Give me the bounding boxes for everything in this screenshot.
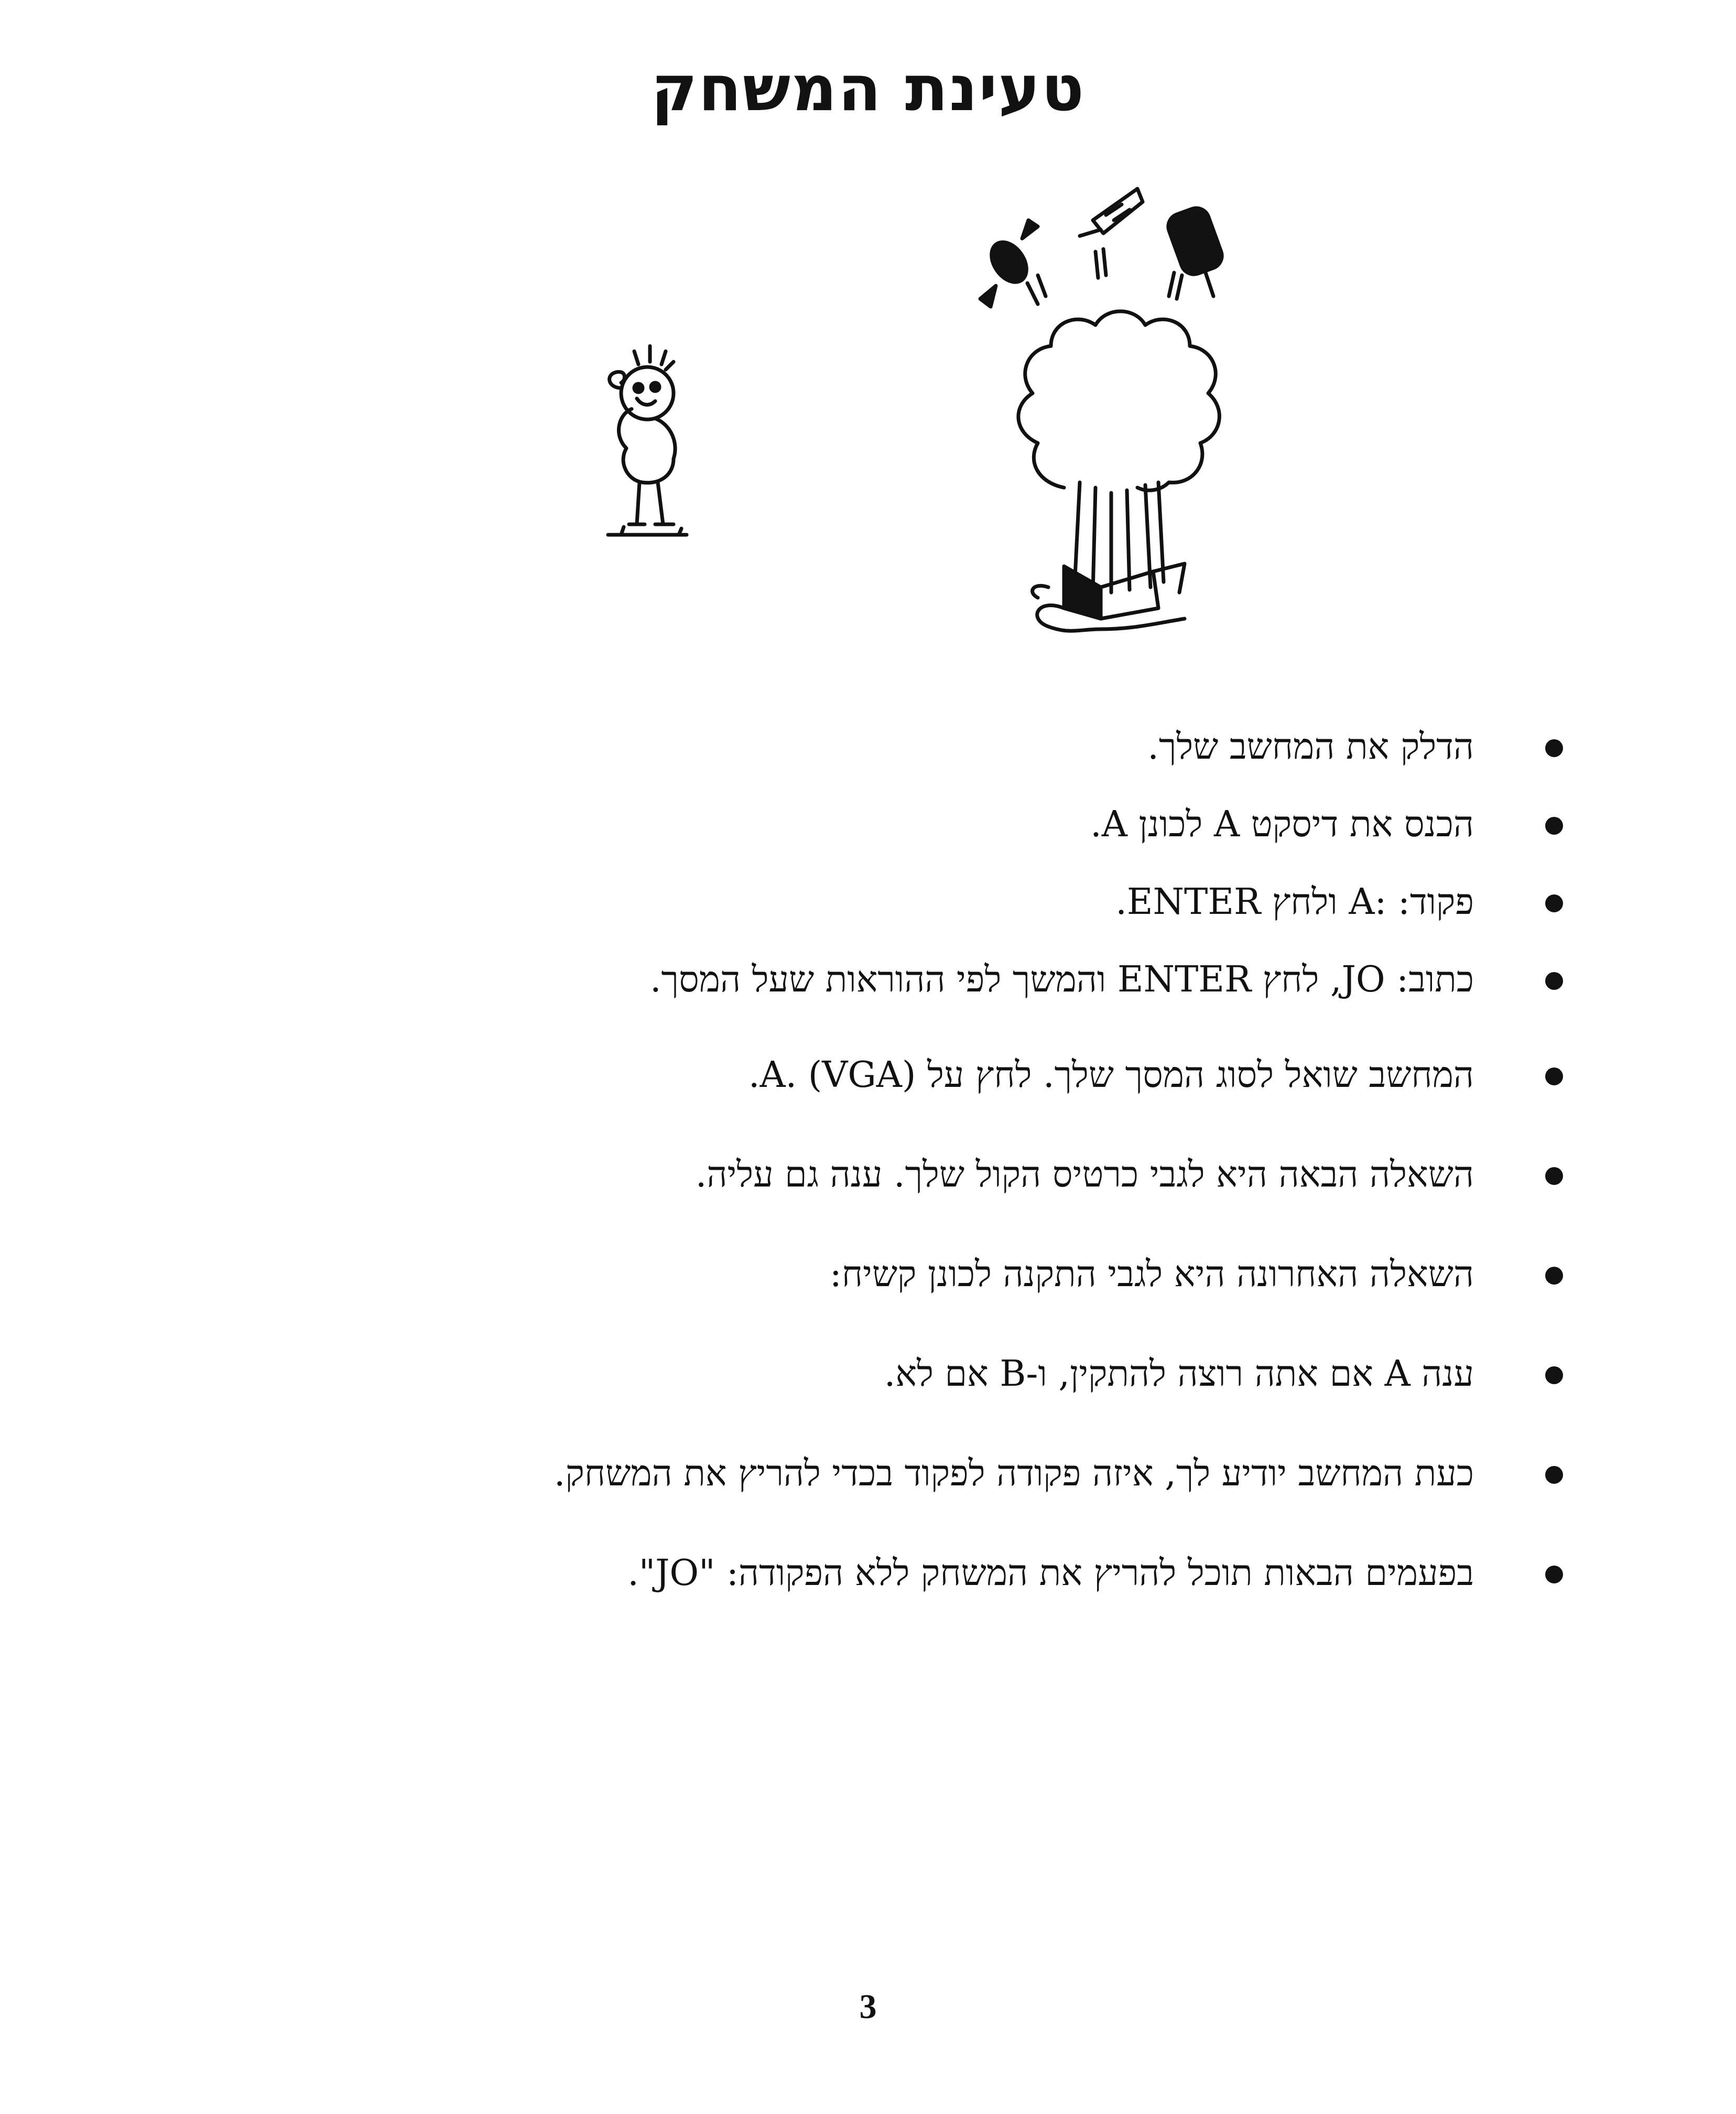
bullet-icon xyxy=(1545,1366,1563,1384)
instruction-text: ענה A אם אתה רוצה להתקין, ו-B אם לא. xyxy=(884,1353,1474,1395)
instructions-list xyxy=(148,724,1563,1597)
bullet-icon xyxy=(1545,1267,1563,1285)
ice-cream-icon xyxy=(1080,189,1143,236)
instruction-item xyxy=(148,1251,1563,1298)
illustration-svg xyxy=(577,168,1258,640)
instruction-text: כתוב: JO, לחץ ENTER והמשך לפי ההוראות שעל המסך. xyxy=(649,959,1474,1000)
instruction-item xyxy=(148,801,1563,848)
instruction-item xyxy=(148,1450,1563,1497)
explosion-cloud-icon xyxy=(1018,311,1220,592)
cartoon-child-icon xyxy=(608,346,687,535)
instruction-text: השאלה הבאה היא לגבי כרטיס הקול שלך. ענה גם עליה. xyxy=(695,1154,1474,1195)
bullet-icon xyxy=(1545,817,1563,835)
instruction-text: המחשב שואל לסוג המסך שלך. לחץ על A. (VGA). xyxy=(748,1054,1474,1096)
instruction-text: הכנס את דיסקט A לכונן A. xyxy=(1090,804,1474,845)
page-title: טעינת המשחק xyxy=(651,52,1085,125)
instruction-text: פקוד: :A ולחץ ENTER. xyxy=(1115,881,1474,923)
instruction-item xyxy=(148,1151,1563,1199)
instruction-item xyxy=(148,724,1563,771)
instruction-text: כעת המחשב יודיע לך, איזה פקודה לפקוד בכדי להריץ את המשחק. xyxy=(554,1453,1474,1494)
bullet-icon xyxy=(1545,972,1563,990)
bullet-icon xyxy=(1545,1566,1563,1583)
bullet-icon xyxy=(1545,894,1563,912)
illustration xyxy=(577,168,1258,640)
bullet-icon xyxy=(1545,1466,1563,1484)
bullet-icon xyxy=(1545,1067,1563,1085)
instruction-item xyxy=(148,1052,1563,1099)
instruction-text: הדלק את המחשב שלך. xyxy=(1147,726,1474,768)
bullet-icon xyxy=(1545,739,1563,757)
page-number: 3 xyxy=(859,1988,877,2026)
instruction-text: השאלה האחרונה היא לגבי התקנה לכונן קשיח: xyxy=(829,1254,1474,1295)
candy-icon xyxy=(980,220,1038,307)
instruction-text: בפעמים הבאות תוכל להריץ את המשחק ללא הפקודה: "JO". xyxy=(627,1552,1474,1594)
bullet-icon xyxy=(1545,1167,1563,1185)
instruction-item xyxy=(148,1351,1563,1398)
instruction-item xyxy=(148,1550,1563,1597)
instruction-item xyxy=(148,956,1563,1004)
instruction-item xyxy=(148,879,1563,926)
